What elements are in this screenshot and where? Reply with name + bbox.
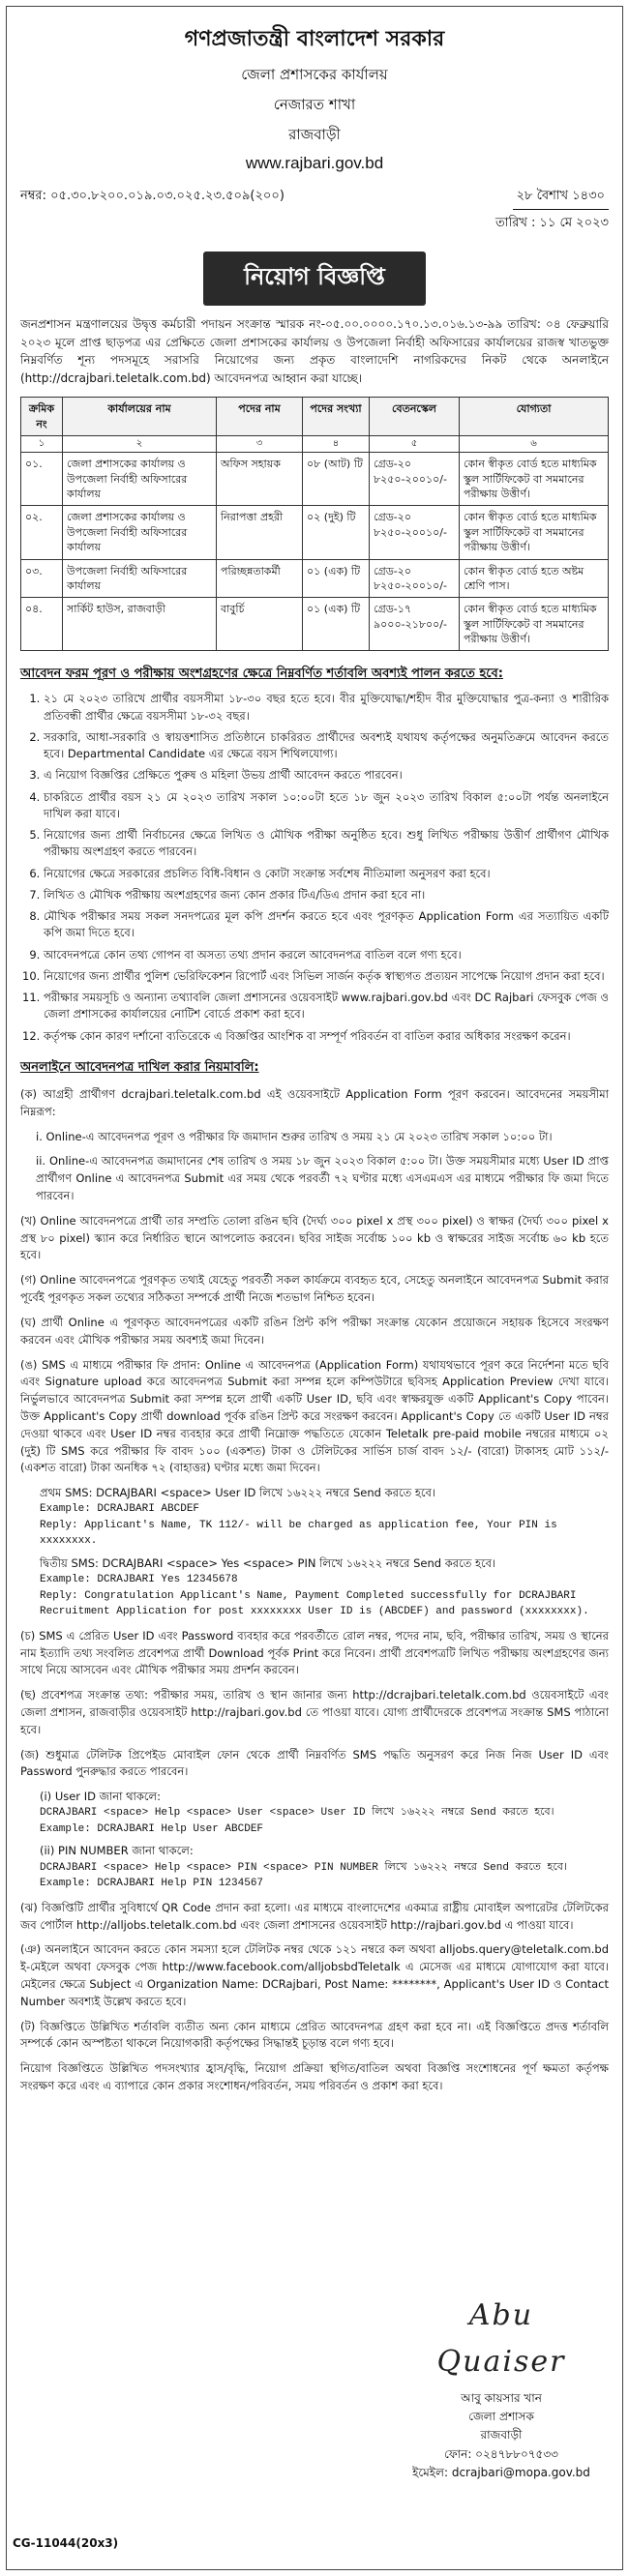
list-item: 10. নিয়োগের জন্য প্রার্থীর পুলিশ ভেরিফিকেশন রিপোর্ট এবং সিভিল সার্জন কর্তৃক স্বাস্থ্যগত প্রত্যয়ন সাপেক্ষে নিয়োগ প্রদান করা হবে। — [44, 968, 609, 985]
table-cell: পরিচ্ছন্নতাকর্মী — [217, 559, 303, 598]
sms-first — [40, 1485, 609, 1550]
after-sms-step: (চ) SMS এ প্রেরিত User ID এবং Password ব্যবহার করে পরবর্তীতে রোল নম্বর, পদের নাম, ছবি, পরীক্ষার তারিখ, সময় ও স্থানের নাম ইত্যাদি তথ্য সংবলিত প্রবেশপত্র প্রার্থী Download পূর্বক Print করে নিবেন। প্রার্থী প্রবেশপত্রটি লিখিত পরীক্ষায় অংশগ্রহণের জন্য সাথে নিয়ে আসবেন এবং মৌখিক পরীক্ষার সময় প্রদর্শন করবেন। — [20, 1628, 609, 1677]
table-cell: গ্রেড-২০ ৮২৫০-২০০১০/- — [370, 506, 460, 559]
recovery-user-id — [40, 1789, 609, 1837]
final-note: (ঞ) অনলাইনে আবেদন করতে কোন সমস্যা হলে টেলিটক নম্বর থেকে ১২১ নম্বরে কল অথবা alljobs.query@teletalk.com.bd ই-মেইলে অথবা ফেসবুক পেজ http://www.facebook.com/alljobsbdTeletalk এ মেসেজ এর মাধ্যমে যোগাযোগ করা যাবে। মেইলের ক্ষেত্রে Subject এ Organization Name: DCRajbari, Post Name: ********, Applicant's User ID ও Contact Number অবশ্যই উল্লেখ করতে হবে। — [20, 1942, 609, 2008]
sms-first-label: প্রথম SMS: — [40, 1486, 93, 1500]
table-cell: গ্রেড-২০ ৮২৫০-২০০১০/- — [370, 559, 460, 598]
table-cell: বাবুর্চি — [217, 598, 303, 651]
sms-second-label: দ্বিতীয় SMS: — [40, 1555, 99, 1570]
list-item: 7. লিখিত ও মৌখিক পরীক্ষায় অংশগ্রহণের জন্য কোন প্রকার টিএ/ডিএ প্রদান করা হবে না। — [44, 887, 609, 903]
header — [20, 22, 609, 173]
table-row — [21, 598, 609, 651]
sms-second-example: Example: DCRAJBARI Yes 12345678 — [40, 1574, 238, 1586]
table-cell: ০১ (এক) টি — [303, 598, 370, 651]
signatory-phone: ফোন: ০২৪৭৮৮০৭৫৩৩ — [444, 2446, 558, 2461]
online-step: (ক) আগ্রহী প্রার্থীগণ dcrajbari.teletalk.com.bd এই ওয়েবসাইটে Application Form পূরণ করবেন। আবেদনের সময়সীমা নিম্নরূপ: — [20, 1086, 609, 1118]
column-number: ৪ — [303, 436, 370, 453]
notice-title-banner: নিয়োগ বিজ্ঞপ্তি — [203, 252, 426, 306]
sms-second-reply: Reply: Congratulation Applicant's Name, Payment Completed successfully for DCRAJBARI Recruitment Application for post xxxxxxxx User ID is (ABCDEF) and password (xxxxxxxx). — [40, 1589, 589, 1618]
table-cell: ০৪. — [21, 598, 63, 651]
conditions-heading: আবেদন ফরম পূরণ ও পরীক্ষায় অংশগ্রহণের ক্ষেত্রে নিম্নবর্ণিত শর্তাবলি অবশ্যই পালন করতে হবে: — [20, 666, 503, 682]
table-header-cell: পদের নাম — [217, 398, 303, 436]
memo-date — [495, 187, 609, 234]
list-item: 9. আবেদনপত্রে কোন তথ্য গোপন বা অসত্য তথ্য প্রদান করলে আবেদনপত্র বাতিল বলে গণ্য হবে। — [44, 947, 609, 963]
intro-paragraph: জনপ্রশাসন মন্ত্রণালয়ের উদ্বৃত্ত কর্মচারী পদায়ন সংক্রান্ত স্মারক নং-০৫.০০.০০০০.১৭০.১৩.০১৬.১৩-৯৯ তারিখ: ০৪ ফেব্রুয়ারি ২০২৩ মূলে প্রাপ্ত ছাড়পত্র এর প্রেক্ষিতে জেলা প্রশাসকের কার্যালয় ও উপজেলা নির্বাহী অফিসারের কার্যালয়ের রাজস্ব খাতভুক্ত নিম্নবর্ণিত শূন্য পদসমূহে সরাসরি নিয়োগের জন্য প্রকৃত বাংলাদেশি নাগরিকদের নিকট থেকে অনলাইনে (http://dcrajbari.teletalk.com.bd) আবেদনপত্র আহ্বান করা যাচ্ছে। — [20, 317, 609, 385]
column-number: ৩ — [217, 436, 303, 453]
government-title: গণপ্রজাতন্ত্রী বাংলাদেশ সরকার — [184, 27, 445, 51]
table-cell: উপজেলা নির্বাহী অফিসারের কার্যালয় — [63, 559, 217, 598]
recovery-ii-label: (ii) PIN NUMBER জানা থাকলে: — [40, 1844, 194, 1858]
list-item: 2. সরকারি, আধা-সরকারি ও স্বায়ত্তশাসিত প্রতিষ্ঠানে চাকরিরত প্রার্থীদের অবশ্যই যথাযথ কর্তৃপক্ষের অনুমতিক্রমে আবেদন করতে হবে। Departmental Candidate এর ক্ষেত্রে বয়স শিথিলযোগ্য। — [44, 729, 609, 763]
list-item: 1. ২১ মে ২০২৩ তারিখে প্রার্থীর বয়সসীমা ১৮-৩০ বছর হতে হবে। বীর মুক্তিযোদ্ধা/শহীদ বীর মুক্তিযোদ্ধার পুত্র-কন্যা ও শারীরিক প্রতিবন্ধী প্রার্থীর ক্ষেত্রে বয়সসীমা ১৮-৩২ বছর। — [44, 691, 609, 725]
table-cell: জেলা প্রশাসকের কার্যালয় ও উপজেলা নির্বাহী অফিসারের কার্যালয় — [63, 453, 217, 506]
column-number: ১ — [21, 436, 63, 453]
table-cell: কোন স্বীকৃত বোর্ড হতে মাধ্যমিক স্কুল সার্টিফিকেট বা সমমানের পরীক্ষায় উত্তীর্ণ। — [460, 453, 609, 506]
table-cell: গ্রেড-২০ ৮২৫০-২০০১০/- — [370, 453, 460, 506]
table-cell: কোন স্বীকৃত বোর্ড হতে মাধ্যমিক স্কুল সার্টিফিকেট বা সমমানের পরীক্ষায় উত্তীর্ণ। — [460, 598, 609, 651]
table-cell: ০১. — [21, 453, 63, 506]
table-header-cell: বেতনস্কেল — [370, 398, 460, 436]
online-step: i. Online-এ আবেদনপত্র পূরণ ও পরীক্ষার ফি জমাদান শুরুর তারিখ ও সময় ২১ মে ২০২৩ তারিখ সকাল ১০:০০ টা। — [36, 1129, 553, 1143]
final-note: নিয়োগ বিজ্ঞপ্তিতে উল্লিখিত পদসংখ্যার হ্রাস/বৃদ্ধি, নিয়োগ প্রক্রিয়া স্থগিত/বাতিল অথবা বিজ্ঞপ্তি সংশোধনের পূর্ণ ক্ষমতা কর্তৃপক্ষ সংরক্ষণ করে এবং এ ব্যাপারে কোন প্রকার সংশোধন/পরিবর্তন, সময় পরিবর্তন ও প্রকাশ করা হবে। — [20, 2061, 609, 2093]
sms-second — [40, 1555, 609, 1620]
final-note: (ঝ) বিজ্ঞপ্তিটি প্রার্থীর সুবিধার্থে QR Code প্রদান করা হলো। এর মাধ্যমে বাংলাদেশের একমাত্র রাষ্ট্রীয় মোবাইল অপারেটর টেলিটকের জব পোর্টাল http://alljobs.teletalk.com.bd এবং জেলা প্রশাসনের ওয়েবসাইট http://rajbari.gov.bd এ পাওয়া যাবে। — [20, 1900, 609, 1932]
list-item: 6. নিয়োগের ক্ষেত্রে সরকারের প্রচলিত বিধি-বিধান ও কোটা সংক্রান্ত সর্বশেষ নীতিমালা অনুসরণ করা হবে। — [44, 866, 609, 882]
table-cell: কোন স্বীকৃত বোর্ড হতে মাধ্যমিক স্কুল সার্টিফিকেট বা সমমানের পরীক্ষায় উত্তীর্ণ। — [460, 506, 609, 559]
table-cell: ০১ (এক) টি — [303, 559, 370, 598]
table-cell: সার্কিট হাউস, রাজবাড়ী — [63, 598, 217, 651]
column-number: ২ — [63, 436, 217, 453]
website-link[interactable]: www.rajbari.gov.bd — [245, 154, 384, 172]
recovery-ii-command: DCRAJBARI <space> Help <space> PIN <space> PIN NUMBER লিখে ১৬২২২ নম্বরে Send করতে হবে। — [40, 1861, 567, 1874]
table-cell: কোন স্বীকৃত বোর্ড হতে অষ্টম শ্রেণি পাস। — [460, 559, 609, 598]
signatory-email[interactable]: ইমেইল: dcrajbari@mopa.gov.bd — [412, 2465, 590, 2479]
online-step: (গ) Online আবেদনপত্রে পূরণকৃত তথ্যই যেহেতু পরবর্তী সকল কার্যক্রমে ব্যবহৃত হবে, সেহেতু অনলাইনে আবেদনপত্র Submit করার পূর্বেই পূরণকৃত সকল তথ্যের সঠিকতা সম্পর্কে প্রার্থী নিজে শতভাগ নিশ্চিত হবেন। — [20, 1273, 609, 1305]
list-item: 8. মৌখিক পরীক্ষার সময় সকল সনদপত্রের মূল কপি প্রদর্শন করতে হবে এবং পূরণকৃত Application Form এর সত্যায়িত একটি কপি জমা দিতে হবে। — [44, 908, 609, 942]
signatory-name: আবু কায়সার খান — [461, 2391, 542, 2406]
table-cell: ০৮ (আট) টি — [303, 453, 370, 506]
recovery-i-command: DCRAJBARI <space> Help <space> User <space> User ID লিখে ১৬২২২ নম্বরে Send করতে হবে। — [40, 1807, 554, 1820]
sms-first-example: Example: DCRAJBARI ABCDEF — [40, 1503, 200, 1516]
date-bengali: ২৮ বৈশাখ ১৪৩০ — [513, 187, 609, 210]
online-step: ii. Online-এ আবেদনপত্র জমাদানের শেষ তারিখ ও সময় ১৮ জুন ২০২৩ বিকাল ৫:০০ টা। উক্ত সময়সীমার মধ্যে User ID প্রাপ্ত প্রার্থীগণ Online এ আবেদনপত্র Submit এর সময় থেকে পরবর্তী ৭২ ঘণ্টার মধ্যে এসএমএস এর মাধ্যমে পরীক্ষার ফি জমা দিতে পারবেন। — [36, 1154, 609, 1203]
signatory-district: রাজবাড়ী — [480, 2428, 523, 2443]
recovery-i-example: Example: DCRAJBARI Help User ABCDEF — [40, 1822, 264, 1835]
list-item: 12. কর্তৃপক্ষ কোন কারণ দর্শানো ব্যতিরেকে এ বিজ্ঞপ্তির আংশিক বা সম্পূর্ণ পরিবর্তন বা বাতিল করার অধিকার সংরক্ষণ করেন। — [44, 1028, 609, 1045]
table-row — [21, 559, 609, 598]
table-cell: ০৩. — [21, 559, 63, 598]
after-sms-step: (ছ) প্রবেশপত্র সংক্রান্ত তথ্য: পরীক্ষার সময়, তারিখ ও স্থান জানার জন্য http://dcrajbari.teletalk.com.bd ওয়েবসাইটে এবং জেলা প্রশাসন, রাজবাড়ীর ওয়েবসাইট http://rajbari.gov.bd তে পাওয়া যাবে। যোগ্য প্রার্থীদেরকে প্রবেশপত্র সংক্রান্ত SMS পাঠানো হবে। — [20, 1688, 609, 1736]
recovery-pin — [40, 1843, 609, 1891]
signatory-title: জেলা প্রশাসক — [468, 2410, 534, 2424]
table-cell: অফিস সহায়ক — [217, 453, 303, 506]
table-row — [21, 453, 609, 506]
memo-number: নম্বর: ০৫.৩০.৮২০০.০১৯.০৩.০২৫.২৩.৫০৯(২০০) — [20, 189, 285, 203]
posts-table — [20, 397, 609, 651]
office-name: জেলা প্রশাসকের কার্যালয় — [241, 66, 388, 83]
list-item: 3. এ নিয়োগ বিজ্ঞপ্তির প্রেক্ষিতে পুরুষ ও মহিলা উভয় প্রার্থী আবেদন করতে পারবেন। — [44, 767, 609, 784]
final-note: (ট) বিজ্ঞপ্তিতে উল্লিখিত শর্তাবলি ব্যতীত অন্য কোন মাধ্যমে প্রেরিত আবেদনপত্র গ্রহণ করা হবে না। এই বিজ্ঞপ্তিতে প্রদত্ত শর্তাবলি সম্পর্কে কোন অস্পষ্টতা থাকলে নিয়োগকারী কর্তৃপক্ষের সিদ্ধান্তই চূড়ান্ত বলে গণ্য হবে। — [20, 2019, 609, 2051]
table-header-cell: পদের সংখ্যা — [303, 398, 370, 436]
district-name: রাজবাড়ী — [288, 126, 341, 143]
list-item: 11. পরীক্ষার সময়সূচি ও অন্যান্য তথ্যাবলি জেলা প্রশাসনের ওয়েবসাইট www.rajbari.gov.bd এবং DC Rajbari ফেসবুক পেজ ও জেলা প্রশাসকের কার্যালয়ের নোটিশ বোর্ডে প্রকাশ করা হবে। — [44, 990, 609, 1023]
online-step: (ঙ) SMS এ মাধ্যমে পরীক্ষার ফি প্রদান: Online এ আবেদনপত্র (Application Form) যথাযথভাবে পূরণ করে নির্দেশনা মতে ছবি এবং Signature upload করে আবেদনপত্র Submit করা সম্পন্ন হলে কম্পিউটারে ছবিসহ Application Preview দেখা যাবে। নির্ভুলভাবে আবেদনপত্র Submit করা সম্পন্ন হলে প্রার্থী একটি User ID, ছবি এবং স্বাক্ষরযুক্ত একটি Applicant's Copy পাবেন। উক্ত Applicant's Copy প্রার্থী download পূর্বক রঙিন প্রিন্ট করে সংরক্ষণ করবেন। Applicant's Copy তে একটি User ID নম্বর দেওয়া থাকবে এবং User ID নম্বর ব্যবহার করে প্রার্থী নিম্নোক্ত পদ্ধতিতে যেকোন Teletalk pre-paid mobile নম্বরের মাধ্যমে ০২ (দুই) টি SMS করে পরীক্ষার ফি বাবদ ১০০ (একশত) টাকা ও টেলিটকের সার্ভিস চার্জ বাবদ ১২/- (বারো) টাকাসহ মোট ১১২/- (একশত বারো) টাকা অনধিক ৭২ (বাহাত্তর) ঘণ্টার মধ্যে জমা দিবেন। — [20, 1357, 609, 1475]
table-cell: নিরাপত্তা প্রহরী — [217, 506, 303, 559]
table-header-row — [21, 398, 609, 436]
online-step: (ঘ) প্রার্থী Online এ পূরণকৃত আবেদনপত্রের একটি রঙিন প্রিন্ট কপি পরীক্ষা সংক্রান্ত যেকোন প্রয়োজনে সহায়ক হিসেবে সংরক্ষণ করবেন এবং মৌখিক পরীক্ষার সময় অবশ্যই জমা দিবেন। — [20, 1315, 609, 1347]
online-heading: অনলাইনে আবেদনপত্র দাখিল করার নিয়মাবলি: — [20, 1059, 259, 1075]
table-column-number-row — [21, 436, 609, 453]
memo-row — [20, 187, 609, 234]
table-header-cell: কার্যালয়ের নাম — [63, 398, 217, 436]
recovery-i-label: (i) User ID জানা থাকলে: — [40, 1790, 161, 1804]
date-label: তারিখ : — [494, 216, 536, 230]
signature-block — [409, 2293, 593, 2482]
column-number: ৫ — [370, 436, 460, 453]
handwritten-signature: Abu Quaiser — [436, 2298, 566, 2380]
list-item: 5. নিয়োগের জন্য প্রার্থী নির্বাচনের ক্ষেত্রে লিখিত ও মৌখিক পরীক্ষা অনুষ্ঠিত হবে। শুধু লিখিত পরীক্ষায় উত্তীর্ণ প্রার্থীগণ মৌখিক পরীক্ষায় অংশগ্রহণ করতে পারবেন। — [44, 827, 609, 861]
sms-first-command: DCRAJBARI <space> User ID লিখে ১৬২২২ নম্বরে Send করতে হবে। — [96, 1486, 436, 1500]
sms-first-reply: Reply: Applicant's Name, TK 112/- will be charged as application fee, Your PIN is xxxxxxxx. — [40, 1519, 557, 1548]
table-cell: ০২. — [21, 506, 63, 559]
after-sms-step: (জ) শুধুমাত্র টেলিটক প্রিপেইড মোবাইল ফোন থেকে প্রার্থী নিম্নবর্ণিত SMS পদ্ধতি অনুসরণ করে নিজ নিজ User ID এবং Password পুনরুদ্ধার করতে পারবেন। — [20, 1747, 609, 1779]
sms-second-command: DCRAJBARI <space> Yes <space> PIN লিখে ১৬২২২ নম্বরে Send করতে হবে। — [102, 1555, 496, 1570]
date-english: ১১ মে ২০২৩ — [539, 216, 609, 230]
recovery-ii-example: Example: DCRAJBARI Help PIN 1234567 — [40, 1878, 264, 1890]
table-cell: গ্রেড-১৭ ৯০০০-২১৮০০/- — [370, 598, 460, 651]
table-cell: জেলা প্রশাসকের কার্যালয় ও উপজেলা নির্বাহী অফিসারের কার্যালয় — [63, 506, 217, 559]
footer-code: CG-11044(20x3) — [13, 2536, 119, 2550]
conditions-list — [20, 691, 609, 1045]
table-header-cell: যোগ্যতা — [460, 398, 609, 436]
table-header-cell: ক্রমিক নং — [21, 398, 63, 436]
branch-name: নেজারত শাখা — [273, 96, 356, 113]
notice-page — [6, 6, 623, 2570]
table-cell: ০২ (দুই) টি — [303, 506, 370, 559]
list-item: 4. চাকরিতে প্রার্থীর বয়স ২১ মে ২০২৩ তারিখ সকাল ১০:০০টা হতে ১৮ জুন ২০২৩ তারিখ বিকাল ৫:০০টা পর্যন্ত অনলাইনে দাখিল করা যাবে। — [44, 789, 609, 823]
table-row — [21, 506, 609, 559]
online-step: (খ) Online আবেদনপত্রে প্রার্থী তার সম্প্রতি তোলা রঙিন ছবি (দৈর্ঘ্য ৩০০ pixel x প্রস্থ ৩০০ pixel) ও স্বাক্ষর (দৈর্ঘ্য ৩০০ pixel x প্রস্থ ৮০ pixel) স্ক্যান করে নির্ধারিত স্থানে আপলোড করবেন। ছবির সাইজ সর্বোচ্চ ১০০ kb ও স্বাক্ষরের সাইজ সর্বোচ্চ ৬০ kb হতে হবে। — [20, 1213, 609, 1262]
column-number: ৬ — [460, 436, 609, 453]
